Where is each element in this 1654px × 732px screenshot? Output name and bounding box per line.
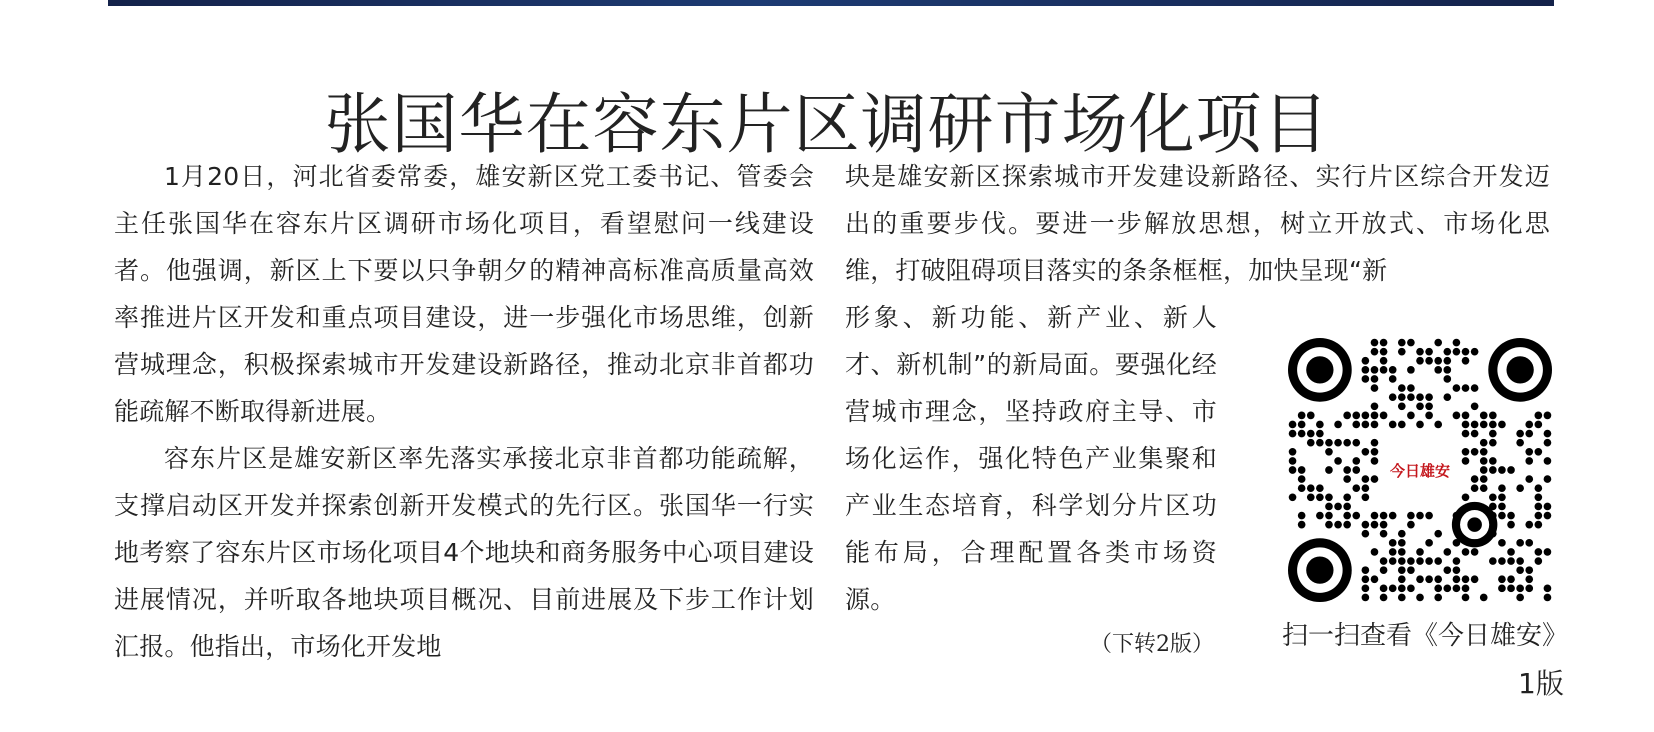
qr-dot [1462, 585, 1470, 593]
qr-dot [1407, 393, 1415, 401]
qr-dot [1507, 557, 1515, 565]
qr-dot [1425, 512, 1433, 520]
headline: 张国华在容东片区调研市场化项目 [324, 86, 1330, 164]
qr-dot [1489, 439, 1497, 447]
qr-dot [1371, 439, 1379, 447]
qr-dot [1425, 357, 1433, 365]
qr-dot [1507, 521, 1515, 529]
qr-dot [1535, 557, 1543, 565]
qr-dot [1434, 530, 1442, 538]
qr-dot [1462, 430, 1470, 438]
qr-dot [1425, 393, 1433, 401]
qr-dot [1453, 566, 1461, 574]
qr-dot [1453, 339, 1461, 347]
qr-dot [1316, 430, 1324, 438]
qr-dot [1389, 548, 1397, 556]
qr-dot [1325, 493, 1333, 501]
qr-dot [1434, 585, 1442, 593]
qr-dot [1489, 412, 1497, 420]
qr-dot [1389, 366, 1397, 374]
qr-dot [1371, 521, 1379, 529]
qr-dot [1535, 484, 1543, 492]
qr-dot [1462, 457, 1470, 465]
qr-dot [1416, 348, 1424, 356]
article-paragraph-3-continued: 形象、新功能、新产业、新人才、新机制”的新局面。要强化经营城市理念，坚持政府主导、市场化运作，强化特色产业集聚和产业生态培育，科学划分片区功能布局，合理配置各类市场资源。 [845, 303, 1217, 614]
qr-dot [1462, 412, 1470, 420]
qr-dot [1325, 466, 1333, 474]
qr-dot [1416, 594, 1424, 602]
qr-dot [1362, 521, 1370, 529]
qr-dot [1498, 484, 1506, 492]
qr-dot [1362, 366, 1370, 374]
qr-dot [1425, 575, 1433, 583]
qr-dot [1507, 512, 1515, 520]
qr-dot [1489, 557, 1497, 565]
qr-dot [1380, 357, 1388, 365]
qr-dot [1298, 475, 1306, 483]
qr-dot [1535, 493, 1543, 501]
qr-dot [1398, 421, 1406, 429]
qr-dot [1544, 585, 1552, 593]
qr-dot [1307, 412, 1315, 420]
qr-dot [1298, 466, 1306, 474]
qr-dot [1416, 402, 1424, 410]
qr-dot [1416, 557, 1424, 565]
qr-dot [1325, 521, 1333, 529]
qr-dot [1298, 421, 1306, 429]
qr-dot [1371, 475, 1379, 483]
qr-dot [1316, 421, 1324, 429]
article-paragraph-3: 块是雄安新区探索城市开发建设新路径、实行片区综合开发迈出的重要步伐。要进一步解放思想，树立开放式、市场化思维，打破阻碍项目落实的条条框框，加快呈现“新 [845, 162, 1550, 285]
qr-dot [1389, 512, 1397, 520]
article-paragraph-1: 1月20日，河北省委常委，雄安新区党工委书记、管委会主任张国华在容东片区调研市场化项目，看望慰问一线建设者。他强调，新区上下要以只争朝夕的精神高标准高质量高效率推进片区开发和重点项目建设，进一步强化市场思维，创新营城理念，积极探索城市开发建设新路径，推动北京非首都功能疏解不断取得新进展。 [114, 162, 814, 426]
qr-dot [1362, 484, 1370, 492]
qr-dot [1298, 430, 1306, 438]
qr-dot [1398, 594, 1406, 602]
qr-dot [1498, 466, 1506, 474]
qr-dot [1380, 412, 1388, 420]
qr-dot [1325, 448, 1333, 456]
qr-dot [1434, 594, 1442, 602]
qr-dot [1525, 475, 1533, 483]
qr-dot [1516, 566, 1524, 574]
qr-dot [1525, 430, 1533, 438]
qr-caption: 扫一扫查看《今日雄安》 [1282, 621, 1569, 651]
qr-dot [1398, 530, 1406, 538]
page-number: 1版 [1518, 667, 1564, 700]
qr-dot [1407, 566, 1415, 574]
qr-dot [1362, 375, 1370, 383]
qr-dot [1544, 594, 1552, 602]
qr-dot [1471, 348, 1479, 356]
qr-dot [1516, 557, 1524, 565]
qr-dot [1371, 384, 1379, 392]
qr-dot [1471, 421, 1479, 429]
qr-dot [1362, 575, 1370, 583]
qr-dot [1316, 484, 1324, 492]
qr-dot [1362, 594, 1370, 602]
qr-dot [1462, 348, 1470, 356]
article-paragraph-2: 容东片区是雄安新区率先落实承接北京非首都功能疏解，支撑启动区开发并探索创新开发模式的先行区。张国华一行实地考察了容东片区市场化项目4个地块和商务服务中心项目建设进展情况，并听取各地块项目概况、目前进展及下步工作计划汇报。他指出，市场化开发地 [114, 444, 814, 661]
qr-dot [1471, 448, 1479, 456]
qr-dot [1416, 421, 1424, 429]
qr-dot [1371, 548, 1379, 556]
qr-dot [1498, 539, 1506, 547]
qr-dot [1498, 557, 1506, 565]
qr-dot [1471, 475, 1479, 483]
qr-dot [1425, 402, 1433, 410]
qr-dot [1307, 430, 1315, 438]
qr-dot [1462, 421, 1470, 429]
qr-dot [1307, 439, 1315, 447]
qr-dot [1544, 412, 1552, 420]
qr-logo-text: 今日雄安 [1389, 461, 1450, 480]
qr-dot [1362, 357, 1370, 365]
qr-dot [1371, 412, 1379, 420]
qr-dot [1389, 421, 1397, 429]
qr-dot [1498, 585, 1506, 593]
qr-dot [1480, 484, 1488, 492]
qr-dot [1498, 575, 1506, 583]
qr-dot [1462, 575, 1470, 583]
qr-dot [1289, 421, 1297, 429]
qr-dot [1334, 503, 1342, 511]
qr-dot [1462, 548, 1470, 556]
qr-dot [1525, 585, 1533, 593]
qr-dot [1443, 585, 1451, 593]
qr-dot [1453, 585, 1461, 593]
qr-dot [1544, 475, 1552, 483]
qr-dot [1434, 575, 1442, 583]
qr-dot [1380, 566, 1388, 574]
qr-dot [1480, 457, 1488, 465]
qr-dot [1443, 366, 1451, 374]
qr-dot [1425, 557, 1433, 565]
qr-logo [1386, 438, 1454, 502]
qr-dot [1371, 402, 1379, 410]
qr-dot [1462, 493, 1470, 501]
qr-dot [1343, 493, 1351, 501]
qr-dot [1352, 412, 1360, 420]
qr-dot [1316, 493, 1324, 501]
qr-dot [1480, 475, 1488, 483]
qr-dot [1544, 457, 1552, 465]
qr-dot [1535, 521, 1543, 529]
qr-dot [1307, 484, 1315, 492]
qr-dot [1325, 503, 1333, 511]
qr-dot [1362, 475, 1370, 483]
qr-dot [1507, 585, 1515, 593]
qr-dot [1443, 548, 1451, 556]
qr-dot [1525, 457, 1533, 465]
qr-dot [1535, 548, 1543, 556]
qr-dot [1380, 585, 1388, 593]
qr-finder-pattern [1306, 556, 1333, 583]
qr-dot [1380, 339, 1388, 347]
qr-dot [1298, 484, 1306, 492]
qr-dot [1544, 430, 1552, 438]
qr-dot [1325, 439, 1333, 447]
qr-dot [1416, 357, 1424, 365]
qr-dot [1407, 557, 1415, 565]
qr-dot [1489, 430, 1497, 438]
qr-dot [1525, 575, 1533, 583]
qr-dot [1380, 366, 1388, 374]
qr-dot [1425, 412, 1433, 420]
qr-dot [1389, 557, 1397, 565]
qr-dot [1389, 585, 1397, 593]
qr-dot [1352, 466, 1360, 474]
qr-dot [1471, 575, 1479, 583]
qr-dot [1544, 503, 1552, 511]
qr-dot [1398, 348, 1406, 356]
qr-dot [1298, 512, 1306, 520]
qr-dot [1407, 512, 1415, 520]
qr-dot [1380, 512, 1388, 520]
qr-dot [1371, 339, 1379, 347]
qr-dot [1434, 421, 1442, 429]
qr-dot [1544, 548, 1552, 556]
qr-dot [1425, 539, 1433, 547]
qr-dot [1352, 421, 1360, 429]
qr-dot [1316, 512, 1324, 520]
qr-dot [1343, 439, 1351, 447]
qr-dot [1507, 466, 1515, 474]
qr-dot [1535, 412, 1543, 420]
qr-dot [1498, 421, 1506, 429]
qr-dot [1407, 339, 1415, 347]
qr-dot [1407, 585, 1415, 593]
article-right-column-narrow [845, 294, 1217, 623]
qr-dot [1343, 475, 1351, 483]
qr-dot [1289, 493, 1297, 501]
article-left-column [114, 153, 814, 670]
qr-dot [1352, 457, 1360, 465]
qr-dot [1371, 448, 1379, 456]
qr-dot [1453, 557, 1461, 565]
qr-dot [1398, 539, 1406, 547]
qr-dot [1443, 566, 1451, 574]
qr-dot [1535, 448, 1543, 456]
qr-dot [1289, 430, 1297, 438]
qr-dot [1398, 402, 1406, 410]
qr-dot [1343, 412, 1351, 420]
qr-dot [1462, 357, 1470, 365]
qr-dot [1389, 375, 1397, 383]
qr-dot [1525, 566, 1533, 574]
qr-dot [1471, 402, 1479, 410]
qr-dot [1407, 521, 1415, 529]
qr-dot [1398, 575, 1406, 583]
qr-dot [1480, 448, 1488, 456]
qr-dot [1398, 557, 1406, 565]
article-right-column-top [845, 153, 1550, 294]
qr-dot [1298, 521, 1306, 529]
qr-dot [1453, 384, 1461, 392]
qr-code[interactable] [1288, 338, 1552, 602]
qr-dot [1425, 348, 1433, 356]
qr-dot [1407, 384, 1415, 392]
qr-dot [1343, 503, 1351, 511]
qr-dot [1371, 366, 1379, 374]
qr-dot [1407, 412, 1415, 420]
qr-dot [1443, 357, 1451, 365]
qr-dot [1362, 530, 1370, 538]
qr-dot [1516, 439, 1524, 447]
qr-dot [1380, 348, 1388, 356]
qr-dot [1480, 594, 1488, 602]
qr-dot [1516, 484, 1524, 492]
qr-dot [1352, 512, 1360, 520]
qr-dot [1389, 393, 1397, 401]
qr-dot [1480, 412, 1488, 420]
qr-dot [1352, 439, 1360, 447]
qr-dot [1434, 339, 1442, 347]
qr-dot [1380, 557, 1388, 565]
qr-dot [1362, 448, 1370, 456]
qr-dot [1489, 493, 1497, 501]
qr-dot [1416, 548, 1424, 556]
qr-dot [1535, 503, 1543, 511]
qr-dot [1443, 393, 1451, 401]
qr-dot [1471, 548, 1479, 556]
qr-dot [1480, 421, 1488, 429]
qr-dot [1434, 366, 1442, 374]
qr-dot [1307, 493, 1315, 501]
qr-dot [1443, 375, 1451, 383]
qr-dot [1289, 448, 1297, 456]
qr-dot [1398, 339, 1406, 347]
qr-dot [1544, 512, 1552, 520]
qr-dot [1362, 493, 1370, 501]
qr-dot [1289, 466, 1297, 474]
qr-dot [1453, 412, 1461, 420]
qr-dot [1498, 503, 1506, 511]
qr-dot [1480, 466, 1488, 474]
qr-dot [1535, 512, 1543, 520]
qr-dot [1371, 575, 1379, 583]
qr-dot [1489, 421, 1497, 429]
qr-dot [1334, 439, 1342, 447]
qr-dot [1443, 348, 1451, 356]
qr-dot [1371, 457, 1379, 465]
qr-dot [1362, 412, 1370, 420]
qr-dot [1334, 457, 1342, 465]
qr-dot [1434, 557, 1442, 565]
qr-alignment-pattern [1467, 517, 1482, 532]
qr-dot [1462, 448, 1470, 456]
qr-dot [1343, 512, 1351, 520]
qr-dot [1498, 493, 1506, 501]
qr-dot [1334, 421, 1342, 429]
qr-dot [1298, 412, 1306, 420]
qr-dot [1334, 521, 1342, 529]
qr-dot [1380, 521, 1388, 529]
qr-dot [1398, 585, 1406, 593]
qr-dot [1471, 484, 1479, 492]
qr-dot [1289, 457, 1297, 465]
qr-dot [1525, 521, 1533, 529]
qr-dot [1535, 421, 1543, 429]
qr-finder-pattern [1306, 356, 1333, 383]
qr-dot [1380, 530, 1388, 538]
qr-finder-pattern [1506, 356, 1533, 383]
qr-dot [1489, 466, 1497, 474]
qr-dot [1325, 512, 1333, 520]
qr-dot [1525, 448, 1533, 456]
qr-dot [1371, 512, 1379, 520]
qr-dot [1462, 384, 1470, 392]
qr-dot [1462, 594, 1470, 602]
qr-dot [1407, 366, 1415, 374]
qr-dot [1352, 484, 1360, 492]
qr-dot [1398, 393, 1406, 401]
qr-dot [1471, 430, 1479, 438]
qr-dot [1507, 548, 1515, 556]
qr-dot [1398, 384, 1406, 392]
qr-dot [1398, 566, 1406, 574]
qr-dot [1362, 421, 1370, 429]
qr-dot [1489, 457, 1497, 465]
qr-dot [1416, 512, 1424, 520]
qr-dot [1362, 585, 1370, 593]
qr-dot [1371, 375, 1379, 383]
qr-dot [1343, 521, 1351, 529]
qr-dot [1471, 384, 1479, 392]
qr-dot [1380, 594, 1388, 602]
top-rule [108, 0, 1554, 6]
qr-dot [1416, 393, 1424, 401]
qr-dot [1434, 357, 1442, 365]
qr-dot [1343, 466, 1351, 474]
qr-dot [1544, 439, 1552, 447]
qr-dot [1516, 585, 1524, 593]
qr-dot [1498, 512, 1506, 520]
qr-dot [1371, 348, 1379, 356]
qr-dot [1507, 575, 1515, 583]
qr-dot [1516, 539, 1524, 547]
continued-notice: （下转2版） [1090, 632, 1214, 657]
qr-dot [1416, 575, 1424, 583]
qr-dot [1316, 439, 1324, 447]
qr-dot [1480, 439, 1488, 447]
qr-dot [1389, 539, 1397, 547]
qr-dot [1516, 430, 1524, 438]
qr-dot [1516, 594, 1524, 602]
qr-dot [1453, 348, 1461, 356]
qr-dot [1525, 421, 1533, 429]
qr-dot [1371, 421, 1379, 429]
qr-dot [1453, 575, 1461, 583]
qr-dot [1362, 566, 1370, 574]
qr-dot [1398, 548, 1406, 556]
qr-dot [1525, 539, 1533, 547]
